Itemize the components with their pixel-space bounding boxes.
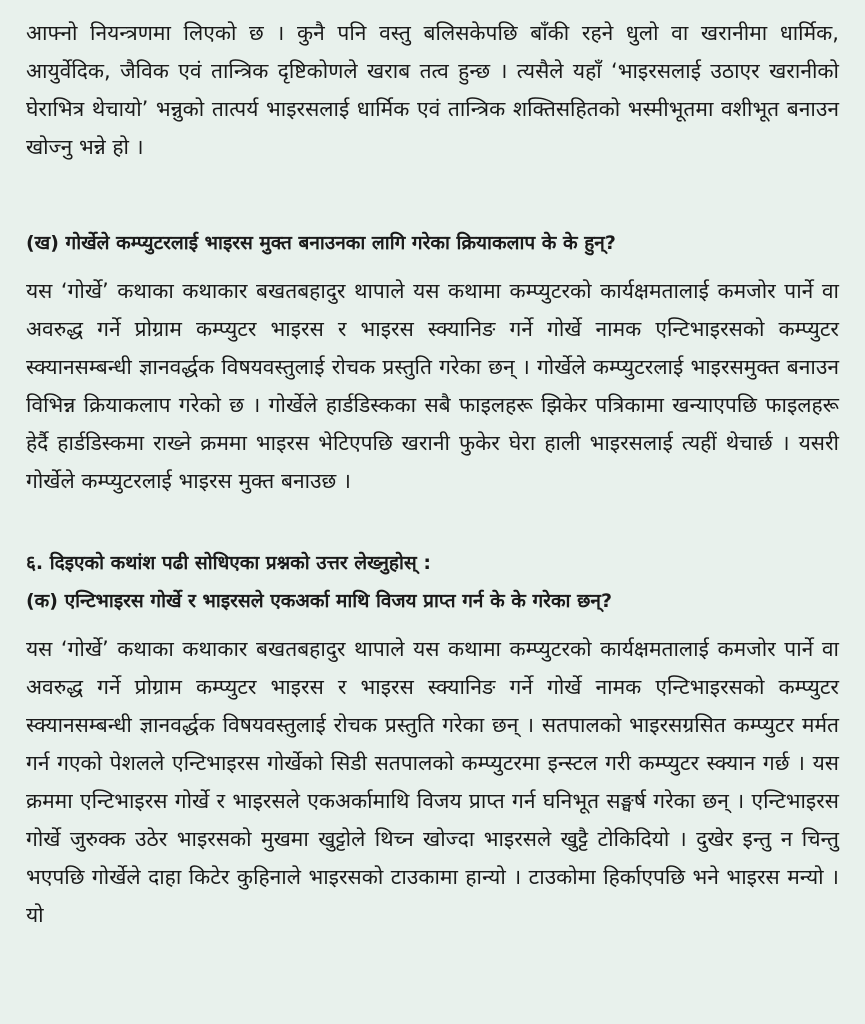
question-kha-answer: यस ‘गोर्खे’ कथाका कथाकार बखतबहादुर थापाले यस कथामा कम्प्युटरको कार्यक्षमतालाई कमजोर पार्ने वा अवरुद्ध गर्ने प्रोग्राम कम्प्युटर भाइरस र भाइरस स्क्यानिङ गर्ने गोर्खे नामक एन्टिभाइरसको कम्प्युटर स्क्यानसम्बन्धी ज्ञानवर्द्धक विषयवस्तुलाई रोचक प्रस्तुति गरेका छन् । गोर्खेले कम्प्युटरलाई भाइरसमुक्त बनाउन विभिन्न क्रियाकलाप गरेको छ । गोर्खेले हार्डडिस्कका सबै फाइलहरू झिकेर पत्रिकामा खन्याएपछि फाइलहरू हेर्दै हार्डडिस्कमा राख्ने क्रममा भाइरस भेटिएपछि खरानी फुकेर घेरा हाली भाइरसलाई त्यहीं थेचार्छ । यसरी गोर्खेले कम्प्युटरलाई भाइरस मुक्त बनाउछ । <box>26 279 839 493</box>
section-6-heading: ६. दिइएको कथांश पढी सोधिएका प्रश्नको उत्तर लेख्नुहोस् : <box>26 552 431 574</box>
question-kha-heading: (ख) गोर्खेले कम्प्युटरलाई भाइरस मुक्त बनाउनका लागि गरेका क्रियाकलाप के के हुन्? <box>26 232 616 254</box>
question-ka-heading: (क) एन्टिभाइरस गोर्खे र भाइरसले एकअर्का माथि विजय प्राप्त गर्न के के गरेका छन्? <box>26 590 612 612</box>
spacer <box>26 262 839 272</box>
intro-paragraph: आफ्नो नियन्त्रणमा लिएको छ । कुनै पनि वस्तु बलिसकेपछि बाँकी रहने धुलो वा खरानीमा धार्मिक, आयुर्वेदिक, जैविक एवं तान्त्रिक दृष्टिकोणले खराब तत्व हुन्छ । त्यसैले यहाँ ‘भाइरसलाई उठाएर खरानीको घेराभित्र थेचायो’ भन्नुको तात्पर्य भाइरसलाई धार्मिक एवं तान्त्रिक शक्तिसहितको भस्मीभूतमा वशीभूत बनाउन खोज्नु भन्ने हो । <box>26 21 839 159</box>
spacer <box>26 500 839 544</box>
spacer <box>26 620 839 630</box>
question-ka-answer: यस ‘गोर्खे’ कथाका कथाकार बखतबहादुर थापाले यस कथामा कम्प्युटरको कार्यक्षमतालाई कमजोर पार्ने वा अवरुद्ध गर्ने प्रोग्राम कम्प्युटर भाइरस र भाइरस स्क्यानिङ गर्ने गोर्खे नामक एन्टिभाइरसको कम्प्युटर स्क्यानसम्बन्धी ज्ञानवर्द्धक विषयवस्तुलाई रोचक प्रस्तुति गरेका छन् । सतपालको भाइरसग्रसित कम्प्युटर मर्मत गर्न गएको पेशलले एन्टिभाइरस गोर्खेको सिडी सतपालको कम्प्युटरमा इन्स्टल गरी कम्प्युटर स्क्यान गर्छ । यस क्रममा एन्टिभाइरस गोर्खे र भाइरसले एकअर्कामाथि विजय प्राप्त गर्न घनिभूत सङ्घर्ष गरेका छन् । एन्टिभाइरस गोर्खे जुरुक्क उठेर भाइरसको मुखमा खुट्टोले थिच्न खोज्दा भाइरसले खुट्टै टोकिदियो । दुखेर इन्तु न चिन्तु भएपछि गोर्खेले दाहा किटेर कुहिनाले भाइरसको टाउकामा हान्यो । टाउकोमा हिर्काएपछि भने भाइरस मन्यो । यो <box>26 637 839 927</box>
spacer <box>26 166 839 224</box>
